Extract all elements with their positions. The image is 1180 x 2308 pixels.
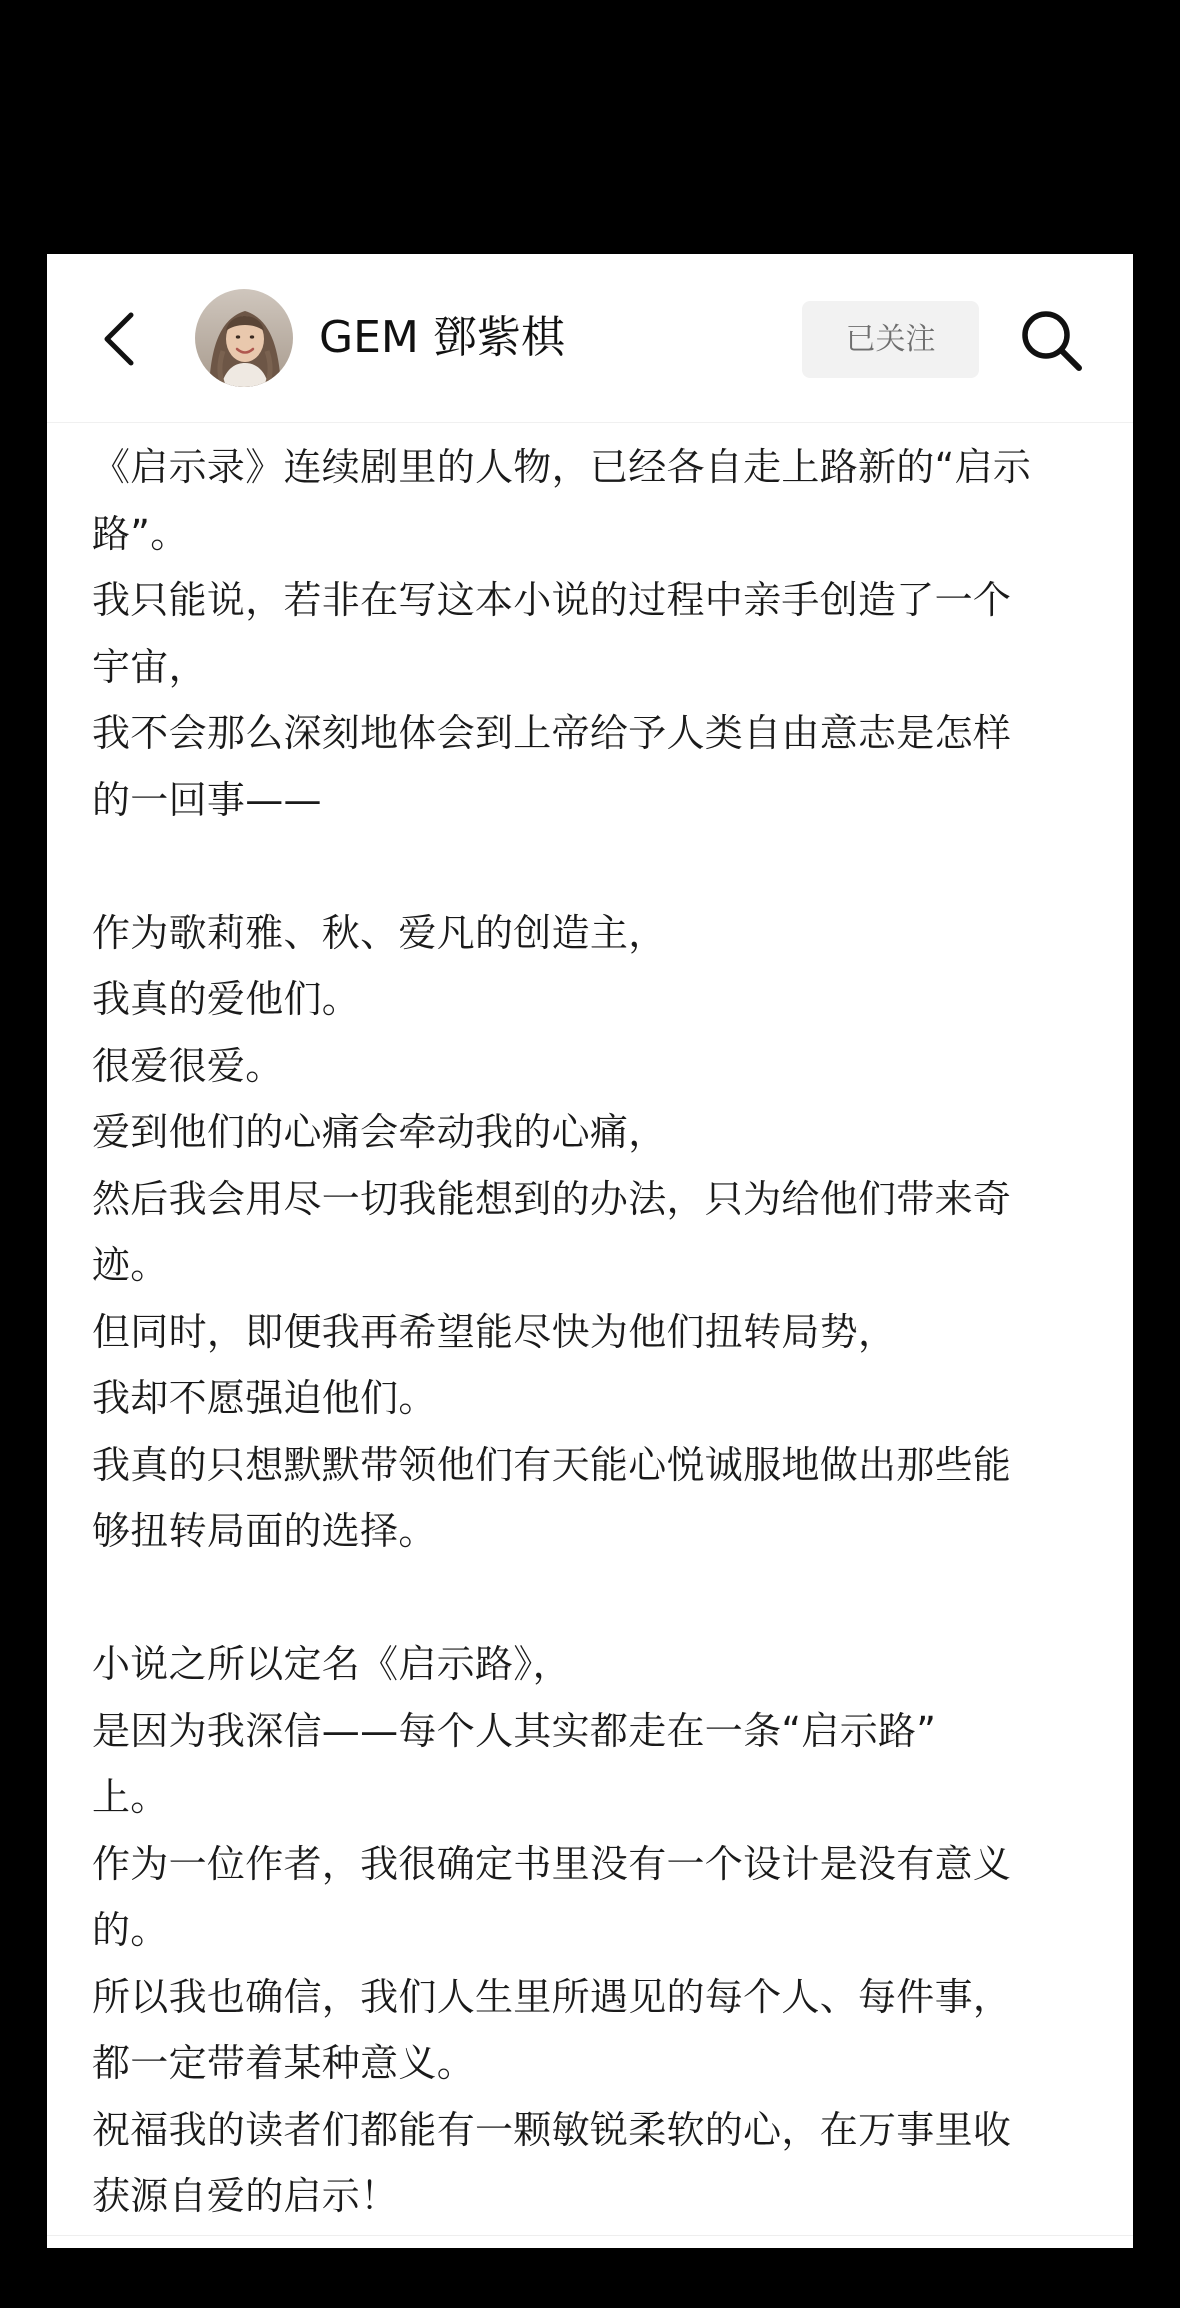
back-button[interactable] <box>89 304 149 374</box>
text-line: 的。 <box>92 1908 169 1952</box>
text-line: 够扭转局面的选择。 <box>92 1509 437 1553</box>
text-line: 小说之所以定名《启示路》， <box>92 1642 571 1686</box>
text-line: 我真的爱他们。 <box>92 977 361 1021</box>
text-line: 我却不愿强迫他们。 <box>92 1376 437 1420</box>
text-line: 所以我也确信，我们人生里所遇见的每个人、每件事， <box>92 1974 1012 2019</box>
search-icon <box>1017 306 1087 376</box>
username[interactable]: GEM 鄧紫棋 <box>319 312 565 363</box>
text-line: 但同时，即便我再希望能尽快为他们扭转局势， <box>92 1309 897 1354</box>
text-line: 路”。 <box>92 511 189 556</box>
text-line: 的一回事—— <box>92 777 322 822</box>
text-line: 是因为我深信——每个人其实都走在一条“启示路” <box>92 1708 937 1753</box>
text-line: 作为一位作者，我很确定书里没有一个设计是没有意义 <box>92 1841 1012 1886</box>
text-line: 爱到他们的心痛会牵动我的心痛， <box>92 1110 667 1154</box>
avatar-image <box>195 289 293 387</box>
text-line: 《启示录》连续剧里的人物，已经各自走上路新的“启示 <box>92 445 1032 489</box>
text-line: 都一定带着某种意义。 <box>92 2041 476 2085</box>
text-line: 我真的只想默默带领他们有天能心悦诚服地做出那些能 <box>92 1442 1012 1487</box>
blank-line <box>92 1565 1102 1632</box>
post-screen <box>47 254 1133 2248</box>
search-button[interactable] <box>1017 306 1087 376</box>
text-line: 然后我会用尽一切我能想到的办法，只为给他们带来奇 <box>92 1176 1012 1221</box>
avatar[interactable] <box>195 289 293 387</box>
text-line: 迹。 <box>92 1243 169 1287</box>
text-line: 我只能说，若非在写这本小说的过程中亲手创造了一个 <box>92 578 1012 622</box>
chevron-left-icon <box>99 309 139 369</box>
divider <box>47 2235 1133 2236</box>
text-line: 宇宙， <box>92 644 207 689</box>
blank-line <box>92 833 1102 900</box>
text-line: 我不会那么深刻地体会到上帝给予人类自由意志是怎样 <box>92 711 1012 755</box>
profile-header <box>47 254 1133 423</box>
text-line: 祝福我的读者们都能有一颗敏锐柔软的心，在万事里收 <box>92 2107 1012 2152</box>
post-body <box>92 434 1102 2230</box>
text-line: 作为歌莉雅、秋、爱凡的创造主， <box>92 910 667 955</box>
following-button[interactable]: 已关注 <box>802 301 979 378</box>
text-line: 获源自爱的启示！ <box>92 2174 399 2218</box>
text-line: 上。 <box>92 1775 169 1819</box>
text-line: 很爱很爱。 <box>92 1043 284 1088</box>
